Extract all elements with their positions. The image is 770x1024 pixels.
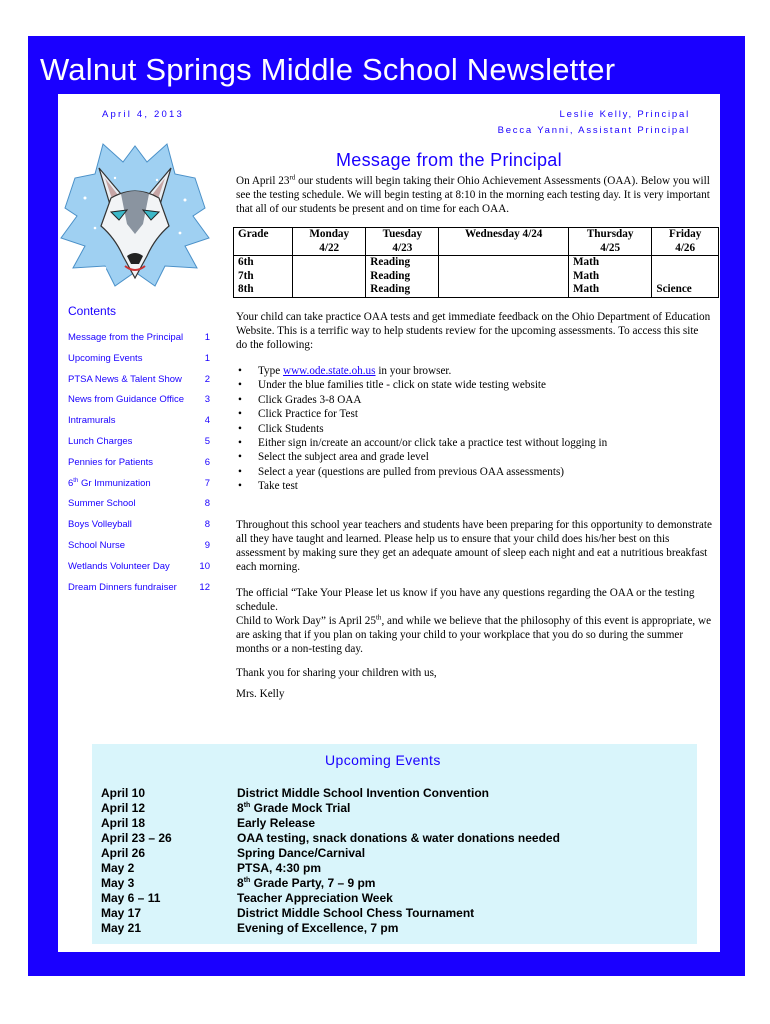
event-date: May 3 [101,876,135,890]
principal-name: Leslie Kelly, Principal [559,109,690,120]
signature: Mrs. Kelly [236,688,285,700]
event-dates-column [101,786,172,936]
event-names-column [237,786,560,936]
table-cell [652,270,719,284]
event-date: April 26 [101,846,146,860]
frame-bottom-border [28,952,745,976]
table-cell: Math [568,270,651,284]
list-item: • Either sign in/create an account/or click take a practice test without logging in [236,436,706,450]
table-header-cell: Grade [234,228,293,256]
table-header-cell: Monday 4/22 [293,228,366,256]
table-cell [439,270,569,284]
throughout-paragraph: Throughout this school year teachers and students have been preparing for this opportunity to demonstrate all they have taught and learned. Please help us to ensure that your child does his/her best on this assessment by making sure they get an adequate amount of sleep each night and eat a nutritious breakfast each morning. [236,519,712,573]
event-name: District Middle School Invention Convention [237,786,490,800]
table-of-contents [68,332,214,602]
newsletter-title: Walnut Springs Middle School Newsletter [40,52,616,87]
toc-item[interactable]: PTSA News & Talent Show 2 [68,373,210,385]
event-date: May 17 [101,906,142,920]
official-paragraph: The official “Take Your Please let us know if you have any questions regarding the OAA or the testing schedule. Child to Work Day” is April 25th, and while we believe that the philosophy of this event is appropriate, we are asking that if you plan on taking your child to your workplace that you do so during the summer months or a non-testing day. [236,587,712,655]
event-date: May 21 [101,921,142,935]
message-heading: Message from the Principal [336,150,562,170]
list-item: • Click Students [236,422,706,436]
table-cell: Math [568,256,651,270]
table-cell [439,283,569,297]
event-date: April 12 [101,801,146,815]
table-cell [293,283,366,297]
toc-item[interactable]: Lunch Charges 5 [68,435,210,447]
event-name: District Middle School Chess Tournament [237,906,475,920]
event-name: Spring Dance/Carnival [237,846,366,860]
table-header-cell: Thursday 4/25 [568,228,651,256]
toc-item[interactable]: Pennies for Patients 6 [68,456,210,468]
list-item: • Click Practice for Test [236,407,706,421]
event-date: April 23 – 26 [101,831,172,845]
list-item: • Type www.ode.state.oh.us in your browser. [236,364,706,378]
table-cell: Reading [366,270,439,284]
table-cell: Science [652,283,719,297]
event-name: Teacher Appreciation Week [237,891,393,905]
issue-date: April 4, 2013 [102,109,184,120]
table-header-cell: Tuesday 4/23 [366,228,439,256]
table-cell: 6th [234,256,293,270]
thanks-line: Thank you for sharing your children with us, [236,667,437,679]
table-cell: Reading [366,256,439,270]
assistant-principal-name: Becca Yanni, Assistant Principal [497,125,690,136]
event-name: OAA testing, snack donations & water donations needed [237,831,560,845]
table-cell [652,256,719,270]
event-name: 8th Grade Party, 7 – 9 pm [237,876,376,890]
event-name: PTSA, 4:30 pm [237,861,322,875]
toc-item[interactable]: 6th Gr Immunization 7 [68,477,210,489]
table-row [234,270,719,284]
event-date: April 18 [101,816,146,830]
table-cell [293,256,366,270]
table-header-cell: Wednesday 4/24 [439,228,569,256]
frame-right-border [720,36,745,976]
toc-item[interactable]: Boys Volleyball 8 [68,519,210,531]
event-date: May 6 – 11 [101,891,161,905]
table-row [234,256,719,270]
list-item: • Under the blue families title - click on state wide testing website [236,378,706,392]
list-item: • Select a year (questions are pulled from previous OAA assessments) [236,465,706,479]
toc-item[interactable]: Summer School 8 [68,498,210,510]
table-cell: 7th [234,270,293,284]
message-intro: On April 23rd our students will begin taking their Ohio Achievement Assessments (OAA). Below you will see the testing schedule. We will begin testing at 8:10 in the morning each testing day. It is very important that all of our students be present and on time for each OAA. [236,173,710,215]
table-cell [439,256,569,270]
toc-item[interactable]: News from Guidance Office 3 [68,394,210,406]
table-header-row [234,228,719,256]
table-header-cell: Friday 4/26 [652,228,719,256]
toc-item[interactable]: Dream Dinners fundraiser 12 [68,581,210,593]
event-name: Evening of Excellence, 7 pm [237,921,399,935]
table-cell: Reading [366,283,439,297]
toc-item[interactable]: Wetlands Volunteer Day 10 [68,560,210,572]
table-row [234,283,719,297]
practice-paragraph: Your child can take practice OAA tests and get immediate feedback on the Ohio Department of Education Website. This is a terrific way to help students review for the upcoming assessments. To access this site do the following: [236,311,711,351]
toc-item[interactable]: Upcoming Events 1 [68,352,210,364]
toc-item[interactable]: Intramurals 4 [68,415,210,427]
list-item: • Take test [236,479,706,493]
frame-left-border [28,36,58,976]
event-name: 8th Grade Mock Trial [237,801,351,815]
toc-item[interactable]: School Nurse 9 [68,539,210,551]
event-date: May 2 [101,861,135,875]
ode-website-link[interactable]: www.ode.state.oh.us [283,365,376,377]
testing-schedule-table [233,227,719,298]
upcoming-events-heading: Upcoming Events [325,752,441,768]
event-date: April 10 [101,786,146,800]
table-cell [293,270,366,284]
event-name: Early Release [237,816,316,830]
list-item: • Click Grades 3-8 OAA [236,393,706,407]
list-item: • Select the subject area and grade level [236,450,706,464]
contents-heading: Contents [68,304,117,318]
table-cell: 8th [234,283,293,297]
wolf-mascot-icon [55,138,215,288]
table-cell: Math [568,283,651,297]
practice-steps-list [236,364,706,494]
toc-item[interactable]: Message from the Principal 1 [68,332,210,343]
